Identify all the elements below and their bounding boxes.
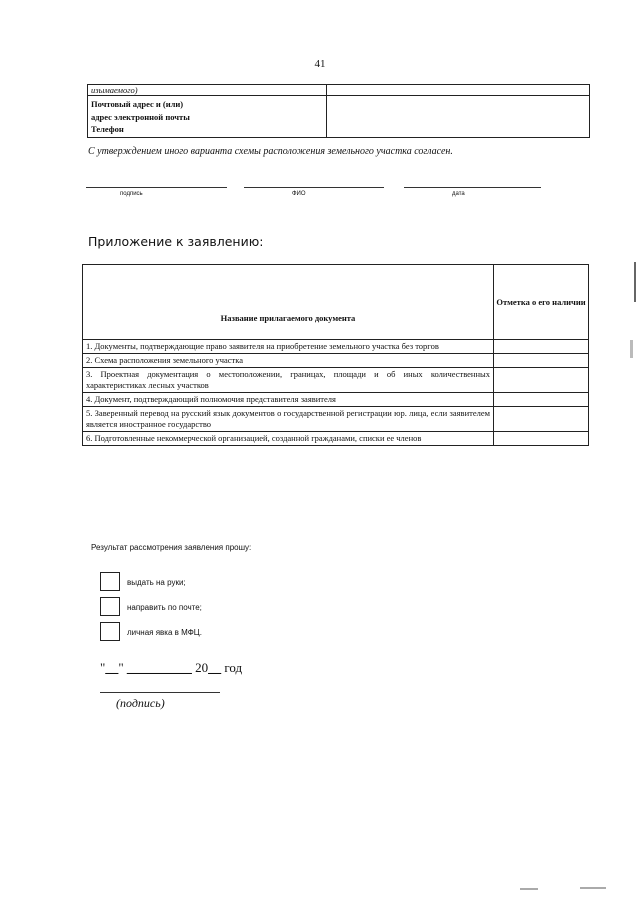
attached-documents-table [82,264,589,446]
availability-mark-cell[interactable] [494,368,589,393]
day-blank: __ [105,660,119,675]
document-name-cell: 6. Подготовленные некоммерческой организацией, созданной гражданами, списки ее членов [83,432,494,446]
document-name-cell: 4. Документ, подтверждающий полномочия представителя заявителя [83,393,494,407]
agreement-statement: С утверждением иного варианта схемы расположения земельного участка согласен. [88,146,453,157]
document-name-cell: 1. Документы, подтверждающие право заявителя на приобретение земельного участка без торгов [83,340,494,354]
table-row [83,432,589,446]
signature-caption: (подпись) [116,696,165,710]
seized-land-label: изымаемого) [88,85,327,96]
table-row [83,407,589,432]
bottom-scan-mark [580,887,606,889]
year-word: год [224,660,243,675]
mfc-visit-checkbox[interactable] [100,622,120,641]
full-name-caption-label: ФИО [292,191,306,197]
availability-mark-cell[interactable] [494,354,589,368]
phone-label: Телефон [91,124,124,134]
table-row [83,354,589,368]
document-name-header: Название прилагаемого документа [83,265,494,340]
full-name-line[interactable] [244,187,384,188]
availability-mark-cell[interactable] [494,340,589,354]
date-field[interactable] [100,660,242,676]
document-name-cell: 2. Схема расположения земельного участка [83,354,494,368]
mail-delivery-checkbox[interactable] [100,597,120,616]
hand-delivery-label: выдать на руки; [127,578,186,587]
year-blank: __ [208,660,222,675]
date-caption-label: дата [452,191,465,197]
year-prefix: 20 [195,660,209,675]
page-number: 41 [314,58,326,70]
date-close-quote: " [118,660,124,675]
table-row [83,393,589,407]
option-mfc-visit [100,622,300,642]
bottom-scan-mark [520,888,538,890]
availability-mark-cell[interactable] [494,407,589,432]
signature-underline[interactable] [100,692,220,693]
applicant-contact-table [87,84,590,138]
table-row [83,368,589,393]
margin-scan-mark [630,340,633,358]
option-hand-delivery [100,572,300,592]
signature-line[interactable] [86,187,227,188]
seized-land-value-cell[interactable] [327,85,590,96]
result-request-label: Результат рассмотрения заявления прошу: [91,543,252,552]
availability-mark-cell[interactable] [494,393,589,407]
margin-scan-mark [634,262,636,302]
date-line[interactable] [404,187,541,188]
month-blank: __________ [126,660,192,675]
option-mail-delivery [100,597,300,617]
appendix-title: Приложение к заявлению: [88,234,264,249]
availability-mark-cell[interactable] [494,432,589,446]
contact-value-cell[interactable] [327,96,590,138]
hand-delivery-checkbox[interactable] [100,572,120,591]
postal-email-label: Почтовый адрес и (или) [91,99,184,109]
signature-caption-label: подпись [120,191,143,197]
table-header-row [83,265,589,340]
mail-delivery-label: направить по почте; [127,603,202,612]
date-open-quote: " [100,660,106,675]
availability-mark-header: Отметка о его наличии [494,265,589,340]
table-row [83,340,589,354]
contact-labels-cell [88,96,327,138]
email-address-label: адрес электронной почты [91,111,190,122]
mfc-visit-label: личная явка в МФЦ. [127,628,202,637]
document-name-cell: 3. Проектная документация о местоположении, границах, площади и об иных количественных характеристиках лесных участков [83,368,494,393]
document-name-cell: 5. Заверенный перевод на русский язык документов о государственной регистрации юр. лица, если заявителем является иностранное государство [83,407,494,432]
